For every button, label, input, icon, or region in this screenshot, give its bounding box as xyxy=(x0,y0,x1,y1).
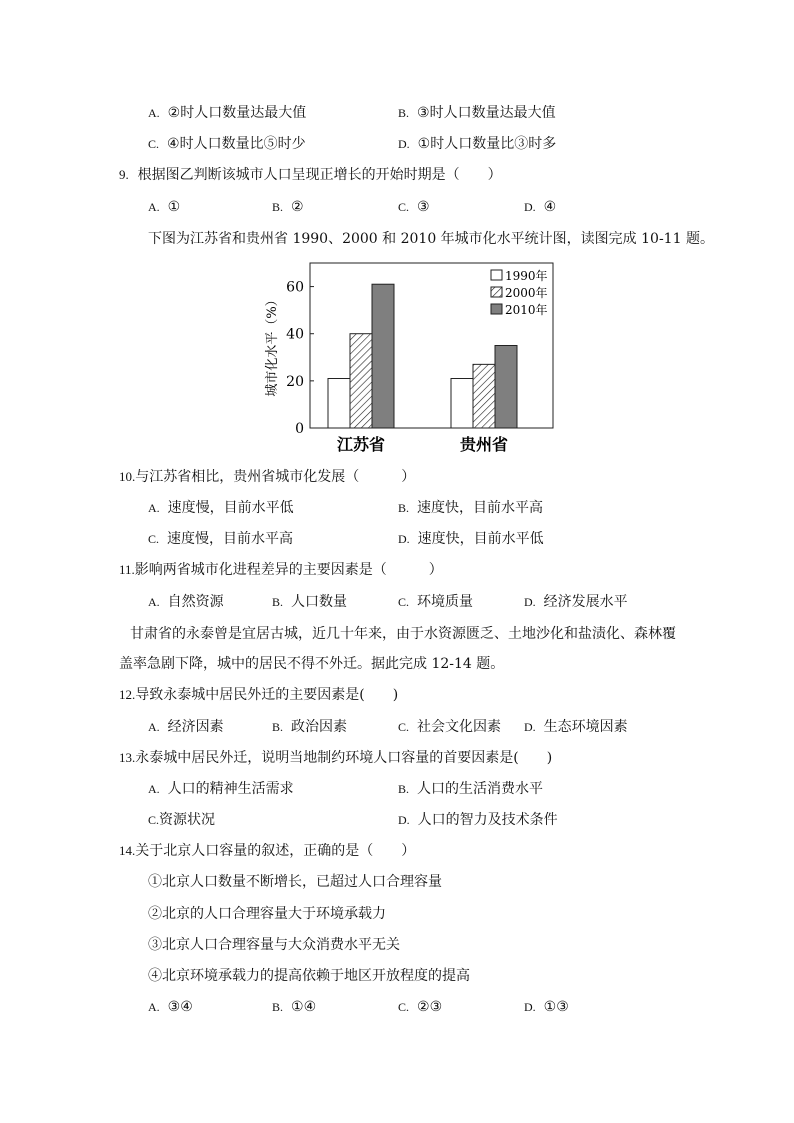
q12-option-d xyxy=(524,718,628,736)
bar-jiangsu-1 xyxy=(350,334,372,428)
q12-option-a xyxy=(148,718,224,736)
option-letter: D. xyxy=(524,1000,536,1014)
x-category-label: 贵州省 xyxy=(459,435,509,454)
intro-12-14-line1: 甘肃省的永泰曾是宜居古城，近几十年来，由于水资源匮乏、土地沙化和盐渍化、森林覆 xyxy=(130,626,676,642)
option-text: ②时人口数量达最大值 xyxy=(167,105,307,121)
option-letter: A. xyxy=(148,720,160,734)
question-text: 与江苏省相比，贵州省城市化发展（ ） xyxy=(135,469,416,485)
option-text: 速度慢，目前水平高 xyxy=(167,531,294,547)
option-text: 速度快，目前水平低 xyxy=(417,531,544,547)
option-text: 环境质量 xyxy=(417,594,474,610)
q12-option-c xyxy=(398,718,501,736)
question-number: 13. xyxy=(119,750,136,765)
bar-guizhou-1 xyxy=(473,364,495,428)
option-text: 经济因素 xyxy=(167,719,224,735)
option-letter: D. xyxy=(398,813,410,827)
option-letter: D. xyxy=(524,200,536,214)
option-text: 人口的生活消费水平 xyxy=(417,781,544,797)
q14-option-b xyxy=(272,998,316,1016)
question-text: 关于北京人口容量的叙述，正确的是（ ） xyxy=(135,843,416,859)
q11-stem xyxy=(119,561,443,579)
question-number: 12. xyxy=(119,687,136,702)
option-text: ①③ xyxy=(543,999,569,1015)
intro-12-14-line2: 盖率急剧下降，城中的居民不得不外迁。据此完成 12-14 题。 xyxy=(119,656,505,672)
option-text: 资源状况 xyxy=(159,812,216,828)
q9-option-b xyxy=(272,198,304,216)
option-text: ②③ xyxy=(417,999,443,1015)
q10-option-c xyxy=(148,530,293,548)
legend-label: 1990年 xyxy=(505,269,548,283)
q8-option-b xyxy=(398,104,556,122)
option-letter: C. xyxy=(398,200,410,214)
y-tick-label: 0 xyxy=(295,421,304,437)
option-text: 社会文化因素 xyxy=(417,719,502,735)
question-text: 导致永泰城中居民外迁的主要因素是( ) xyxy=(135,687,399,703)
q11-option-c xyxy=(398,593,473,611)
y-axis-label: 城市化水平（%） xyxy=(265,293,280,397)
option-text: ③时人口数量达最大值 xyxy=(417,105,556,121)
option-text: 人口数量 xyxy=(291,594,348,610)
legend-swatch xyxy=(491,287,502,297)
q9-option-d xyxy=(524,198,556,216)
q9-option-c xyxy=(398,198,430,216)
q11-option-a xyxy=(148,593,224,611)
q8-option-c xyxy=(148,135,306,153)
legend-label: 2000年 xyxy=(505,286,548,300)
option-text: 政治因素 xyxy=(291,719,348,735)
option-letter: C. xyxy=(398,595,410,609)
question-number: 11. xyxy=(119,562,135,577)
bar-guizhou-0 xyxy=(451,379,473,429)
y-tick-label: 40 xyxy=(286,326,304,343)
x-category-label: 江苏省 xyxy=(336,435,386,454)
question-text: 根据图乙判断该城市人口呈现正增长的开始时期是（ ） xyxy=(137,167,502,183)
q14-option-a xyxy=(148,998,193,1016)
q14-statement-4: ④北京环境承载力的提高依赖于地区开放程度的提高 xyxy=(148,968,470,984)
q9-option-a xyxy=(148,198,180,216)
option-text: ② xyxy=(291,199,304,215)
option-text: ④时人口数量比⑤时少 xyxy=(167,136,306,152)
legend-swatch xyxy=(491,304,502,314)
q14-statement-3: ③北京人口合理容量与大众消费水平无关 xyxy=(148,937,400,953)
option-letter: A. xyxy=(148,501,160,515)
q9-stem xyxy=(119,166,502,184)
option-letter: A. xyxy=(148,782,160,796)
option-text: ① xyxy=(167,199,181,215)
option-letter: D. xyxy=(524,595,536,609)
option-letter: B. xyxy=(398,106,410,120)
y-tick-label: 20 xyxy=(286,373,304,390)
option-letter: D. xyxy=(524,720,536,734)
q8-option-d xyxy=(398,135,556,153)
option-letter: D. xyxy=(398,532,410,546)
q13-stem xyxy=(119,749,552,767)
q13-option-b xyxy=(398,780,543,798)
option-letter: B. xyxy=(398,501,410,515)
bar-guizhou-2 xyxy=(495,346,517,429)
q14-option-d xyxy=(524,998,569,1016)
option-letter: A. xyxy=(148,200,160,214)
question-number: 10. xyxy=(119,469,136,484)
option-letter: B. xyxy=(272,720,284,734)
q14-statement-2: ②北京的人口合理容量大于环境承载力 xyxy=(148,906,386,922)
q10-option-a xyxy=(148,499,294,517)
option-letter: B. xyxy=(398,782,410,796)
option-text: ④ xyxy=(543,199,557,215)
option-text: 自然资源 xyxy=(167,594,224,610)
option-letter: A. xyxy=(148,595,160,609)
option-letter: A. xyxy=(148,106,160,120)
q13-option-a xyxy=(148,780,294,798)
option-letter: B. xyxy=(272,200,284,214)
option-letter: C. xyxy=(148,532,160,546)
legend-label: 2010年 xyxy=(505,303,548,317)
bar-jiangsu-2 xyxy=(372,284,394,428)
option-text: 人口的精神生活需求 xyxy=(167,781,294,797)
q14-option-c xyxy=(398,998,442,1016)
option-text: ①时人口数量比③时多 xyxy=(417,136,557,152)
question-number: 9. xyxy=(119,167,129,182)
option-letter: C. xyxy=(148,813,160,827)
q14-statement-1: ①北京人口数量不断增长，已超过人口合理容量 xyxy=(148,874,442,890)
option-text: ③④ xyxy=(167,999,193,1015)
q8-option-a xyxy=(148,104,306,122)
q11-option-d xyxy=(524,593,628,611)
option-text: ①④ xyxy=(291,999,317,1015)
q10-option-d xyxy=(398,530,544,548)
option-text: 速度快，目前水平高 xyxy=(417,500,544,516)
bar-jiangsu-0 xyxy=(328,379,350,429)
legend-swatch xyxy=(491,270,502,280)
q11-option-b xyxy=(272,593,347,611)
option-letter: B. xyxy=(272,595,284,609)
option-text: ③ xyxy=(417,199,430,215)
option-text: 经济发展水平 xyxy=(543,594,628,610)
q13-option-d xyxy=(398,811,558,829)
intro-10-11: 下图为江苏省和贵州省 1990、2000 和 2010 年城市化水平统计图，读图完成 10-11 题。 xyxy=(148,231,714,247)
option-letter: C. xyxy=(398,720,410,734)
option-text: 生态环境因素 xyxy=(543,719,628,735)
q12-option-b xyxy=(272,718,347,736)
option-letter: B. xyxy=(272,1000,284,1014)
question-text: 永泰城中居民外迁，说明当地制约环境人口容量的首要因素是( ) xyxy=(135,750,553,766)
option-text: 人口的智力及技术条件 xyxy=(417,812,558,828)
option-letter: C. xyxy=(398,1000,410,1014)
option-text: 速度慢，目前水平低 xyxy=(167,500,294,516)
option-letter: D. xyxy=(398,137,410,151)
option-letter: C. xyxy=(148,137,160,151)
question-number: 14. xyxy=(119,843,136,858)
option-letter: A. xyxy=(148,1000,160,1014)
urbanization-bar-chart xyxy=(262,258,562,458)
q14-stem xyxy=(119,842,415,860)
question-text: 影响两省城市化进程差异的主要因素是（ ） xyxy=(134,562,443,578)
q10-stem xyxy=(119,468,415,486)
q10-option-b xyxy=(398,499,543,517)
q12-stem xyxy=(119,686,398,704)
y-tick-label: 60 xyxy=(286,279,304,296)
q13-option-c xyxy=(148,811,215,829)
